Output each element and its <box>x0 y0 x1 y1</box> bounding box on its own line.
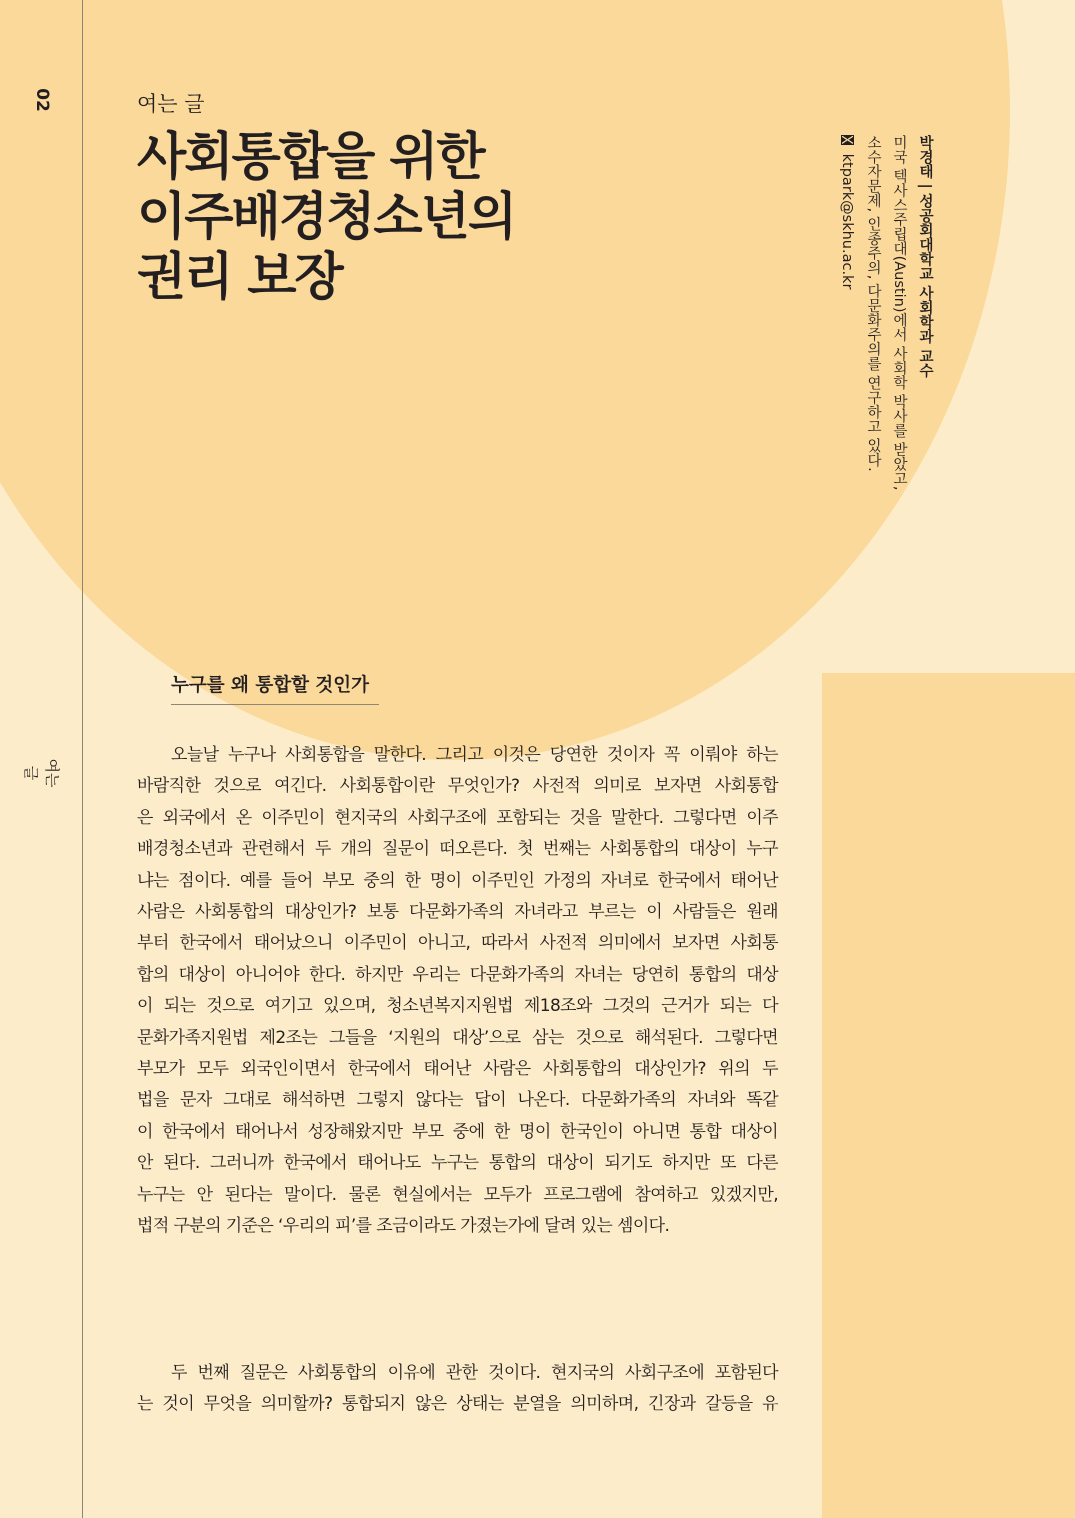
text-line: 법적 구분의 기준은 ‘우리의 피’를 조금이라도 가졌는가에 달려 있는 셈이다. <box>137 1216 670 1237</box>
text-line: 이 한국에서 태어나서 성장해왔지만 부모 중에 한 명이 한국인이 아니면 통합 대상이 <box>137 1121 778 1142</box>
background-block <box>822 673 1075 1518</box>
text-line: 누구는 안 된다는 말이다. 물론 현실에서는 모두가 프로그램에 참여하고 있겠지만, <box>137 1184 778 1205</box>
text-line: 바람직한 것으로 여긴다. 사회통합이란 무엇인가? 사전적 의미로 보자면 사회통합 <box>137 776 778 797</box>
text-line: 문화가족지원법 제2조는 그들을 ‘지원의 대상’으로 삼는 것으로 해석된다. 그렇다면 <box>137 1027 778 1048</box>
author-bio: 미국 텍사스주립대(Austin)에서 사회학 박사를 받았고, <box>891 135 907 491</box>
body-paragraph <box>137 740 778 1243</box>
mail-icon <box>841 135 854 145</box>
author-bio: 소수자문제, 인종주의, 다문화주의를 연구하고 있다. <box>865 135 881 472</box>
author-email-row <box>834 135 860 490</box>
article-title <box>137 128 515 308</box>
text-line: 합의 대상이 아니어야 한다. 하지만 우리는 다문화가족의 자녀는 당연히 통합의 대상 <box>137 964 778 985</box>
text-line: 오늘날 누구나 사회통합을 말한다. 그리고 이것은 당연한 것이자 꼭 이뤄야 하는 <box>171 745 778 765</box>
text-line: 법을 문자 그대로 해석하면 그렇지 않다는 답이 나온다. 다문화가족의 자녀와 똑같 <box>137 1090 778 1111</box>
text-line: 사람은 사회통합의 대상인가? 보통 다문화가족의 자녀라고 부르는 이 사람들은 원래 <box>137 902 778 923</box>
text-line: 은 외국에서 온 이주민이 현지국의 사회구조에 포함되는 것을 말한다. 그렇다면 이주 <box>137 807 778 828</box>
title-line: 권리 보장 <box>137 248 342 307</box>
text-line: 부모가 모두 외국인이면서 한국에서 태어난 사람은 사회통합의 대상인가? 위의 두 <box>137 1059 778 1080</box>
text-line: 배경청소년과 관련해서 두 개의 질문이 떠오른다. 첫 번째는 사회통합의 대상이 누구 <box>137 839 778 860</box>
text-line: 냐는 점이다. 예를 들어 부모 중의 한 명이 이주민인 가정의 자녀로 한국에서 태어난 <box>137 870 778 891</box>
text-line: 는 것이 무엇을 의미할까? 통합되지 않은 상태는 분열을 의미하며, 긴장과 갈등을 유 <box>137 1394 778 1415</box>
body-paragraph <box>137 1358 778 1421</box>
text-line: 안 된다. 그러니까 한국에서 태어나도 누구는 통합의 대상이 되기도 하지만 또 다른 <box>137 1153 778 1174</box>
margin-divider <box>82 0 83 1518</box>
text-line: 두 번째 질문은 사회통합의 이유에 관한 것이다. 현지국의 사회구조에 포함된다 <box>171 1363 778 1383</box>
section-heading: 누구를 왜 통합할 것인가 <box>171 671 379 705</box>
text-line: 이 되는 것으로 여기고 있으며, 청소년복지지원법 제18조와 그것의 근거가 되는 다 <box>137 996 778 1017</box>
title-line: 사회통합을 위한 <box>137 128 484 187</box>
text-line: 부터 한국에서 태어났으니 이주민이 아니고, 따라서 사전적 의미에서 보자면 사회통 <box>137 933 778 954</box>
author-name: 박경태 | 성공회대학교 사회학과 교수 <box>917 135 933 378</box>
author-info <box>834 135 938 490</box>
author-email[interactable]: ktpark@skhu.ac.kr <box>839 153 855 290</box>
page-number: 02 <box>32 88 52 112</box>
title-line: 이주배경청소년의 <box>137 188 516 247</box>
kicker-label: 여는 글 <box>137 92 205 116</box>
section-side-label: 여는 글 <box>22 758 61 788</box>
